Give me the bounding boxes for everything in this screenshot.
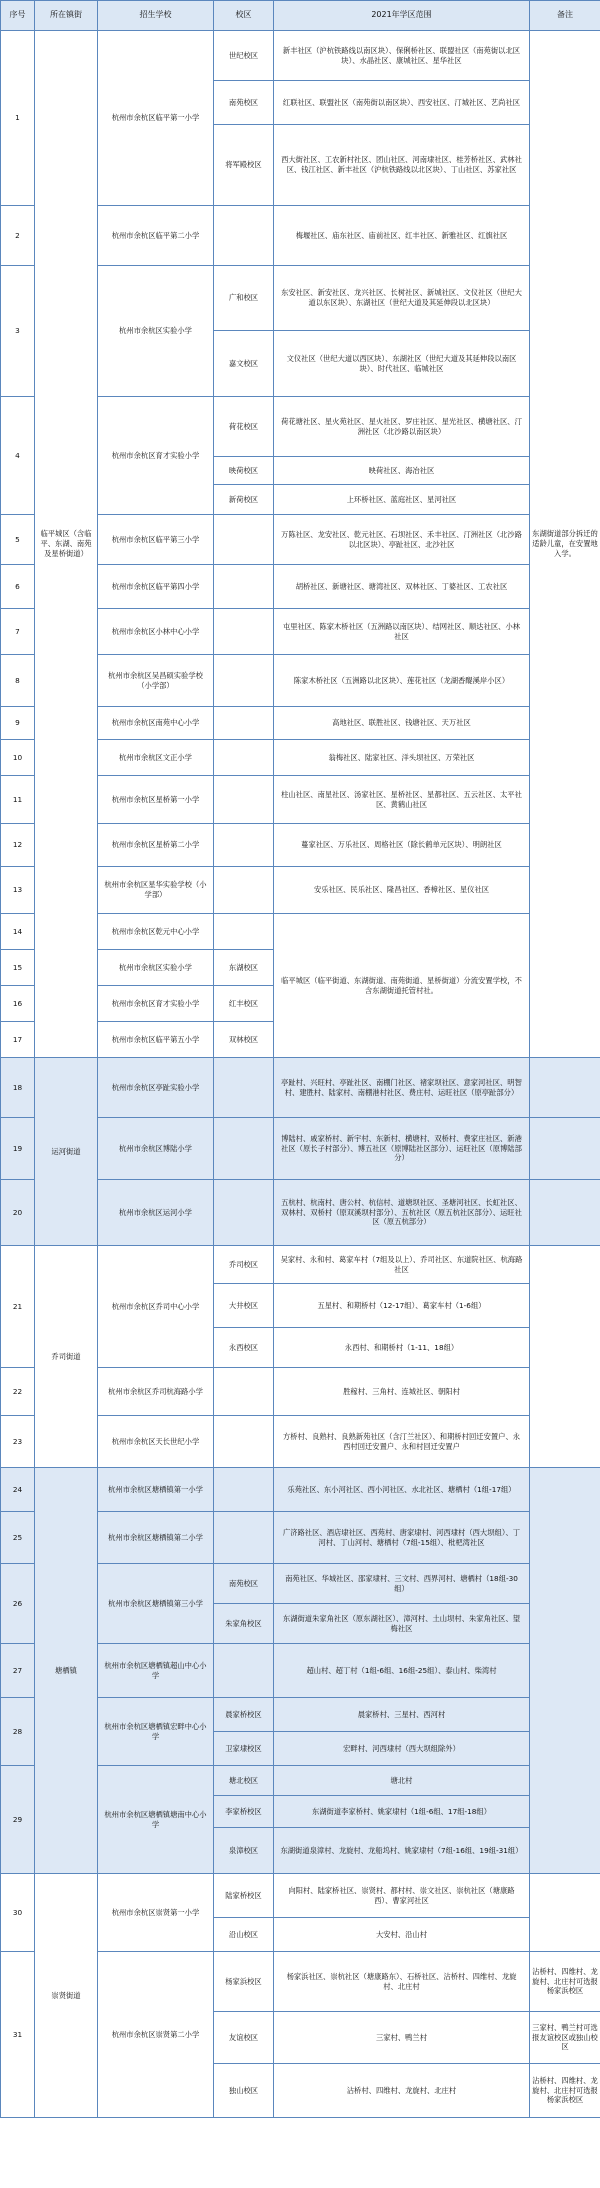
district-range: 万陈社区、龙安社区、乾元社区、石坝社区、禾丰社区、汀洲社区（北沙路以北区块）、亭趾社区、北沙社区 bbox=[274, 515, 530, 565]
school-name: 杭州市余杭区育才实验小学 bbox=[98, 397, 214, 515]
header-campus: 校区 bbox=[214, 1, 274, 31]
campus-name: 朱家角校区 bbox=[214, 1604, 274, 1644]
town-cell: 运河街道 bbox=[35, 1058, 98, 1246]
school-name: 杭州市余杭区临平第一小学 bbox=[98, 31, 214, 206]
row-number: 14 bbox=[1, 914, 35, 950]
district-range: 映荷社区、海冶社区 bbox=[274, 457, 530, 485]
campus-name bbox=[214, 1512, 274, 1564]
campus-name: 红丰校区 bbox=[214, 986, 274, 1022]
district-range: 柱山社区、南星社区、汤家社区、星桥社区、星都社区、五云社区、太平社区、黄鹤山社区 bbox=[274, 776, 530, 824]
campus-name bbox=[214, 707, 274, 740]
campus-name bbox=[214, 1368, 274, 1416]
row-number: 19 bbox=[1, 1118, 35, 1180]
campus-name bbox=[214, 565, 274, 609]
row-number: 18 bbox=[1, 1058, 35, 1118]
row-number: 11 bbox=[1, 776, 35, 824]
row-number: 15 bbox=[1, 950, 35, 986]
school-name: 杭州市余杭区实验小学 bbox=[98, 950, 214, 986]
row-number: 24 bbox=[1, 1468, 35, 1512]
district-range: 新丰社区（沪杭铁路线以南区块）、保俐桥社区、联盟社区（南苑街以北区块）、水晶社区、康城社区、星华社区 bbox=[274, 31, 530, 81]
district-range: 博陆村、戚家桥村、新宇村、东新村、横塘村、双桥村、费家庄社区、新港社区（原长子村部分）、博五社区（原博陆社区部分）、运旺社区（原博陆部分） bbox=[274, 1118, 530, 1180]
note-cell bbox=[530, 1058, 600, 1118]
campus-name: 卫家埭校区 bbox=[214, 1732, 274, 1766]
school-name: 杭州市余杭区博陆小学 bbox=[98, 1118, 214, 1180]
district-range: 西大街社区、工农新村社区、团山社区、河南埭社区、桂芳桥社区、武林社区、钱江社区、新丰社区（沪杭铁路线以北区块）、丁山社区、苏家社区 bbox=[274, 125, 530, 206]
note-cell bbox=[530, 1118, 600, 1180]
header-school: 招生学校 bbox=[98, 1, 214, 31]
row-number: 17 bbox=[1, 1022, 35, 1058]
district-range: 超山村、超丁村（1组-6组、16组-25组）、泰山村、柴湾村 bbox=[274, 1644, 530, 1698]
school-name: 杭州市余杭区临平第五小学 bbox=[98, 1022, 214, 1058]
school-name: 杭州市余杭区亭趾实验小学 bbox=[98, 1058, 214, 1118]
table-row bbox=[1, 1058, 600, 1118]
row-number: 26 bbox=[1, 1564, 35, 1644]
school-name: 杭州市余杭区吴昌硕实验学校（小学部） bbox=[98, 655, 214, 707]
school-name: 杭州市余杭区塘栖镇第一小学 bbox=[98, 1468, 214, 1512]
row-number: 13 bbox=[1, 867, 35, 914]
campus-name: 独山校区 bbox=[214, 2064, 274, 2118]
district-range: 蔓家社区、万乐社区、周格社区（除长鹤单元区块）、明朗社区 bbox=[274, 824, 530, 867]
campus-name: 双林校区 bbox=[214, 1022, 274, 1058]
school-name: 杭州市余杭区塘栖镇塘南中心小学 bbox=[98, 1766, 214, 1874]
town-cell: 乔司街道 bbox=[35, 1246, 98, 1468]
campus-name bbox=[214, 776, 274, 824]
campus-name: 嘉文校区 bbox=[214, 331, 274, 397]
campus-name bbox=[214, 609, 274, 655]
school-name: 杭州市余杭区乔司杭海路小学 bbox=[98, 1368, 214, 1416]
school-name: 杭州市余杭区塘栖镇宏畔中心小学 bbox=[98, 1698, 214, 1766]
school-name: 杭州市余杭区育才实验小学 bbox=[98, 986, 214, 1022]
district-range: 大安村、沿山村 bbox=[274, 1918, 530, 1952]
row-number: 28 bbox=[1, 1698, 35, 1766]
campus-name: 李家桥校区 bbox=[214, 1796, 274, 1828]
note-cell bbox=[530, 1180, 600, 1246]
district-range: 三家村、鸭兰村 bbox=[274, 2012, 530, 2064]
campus-name bbox=[214, 1468, 274, 1512]
district-range: 翁梅社区、陆家社区、洋头坝社区、万荣社区 bbox=[274, 740, 530, 776]
town-cell: 塘栖镇 bbox=[35, 1468, 98, 1874]
row-number: 6 bbox=[1, 565, 35, 609]
campus-name bbox=[214, 867, 274, 914]
district-range: 方桥村、良熟村、良熟新苑社区（含汀兰社区）、和期桥村回迁安置户、永西村回迁安置户、永和村回迁安置户 bbox=[274, 1416, 530, 1468]
row-number: 16 bbox=[1, 986, 35, 1022]
district-range: 红联社区、联盟社区（南苑街以南区块）、西安社区、汀城社区、艺尚社区 bbox=[274, 81, 530, 125]
district-range: 沾桥村、四维村、龙旋村、北庄村 bbox=[274, 2064, 530, 2118]
row-number: 22 bbox=[1, 1368, 35, 1416]
school-name: 杭州市余杭区星桥第一小学 bbox=[98, 776, 214, 824]
campus-name: 荷花校区 bbox=[214, 397, 274, 457]
table-row bbox=[1, 1874, 600, 1918]
row-number: 21 bbox=[1, 1246, 35, 1368]
note-cell: 东湖街道部分拆迁的适龄儿童，在安置地入学。 bbox=[530, 31, 600, 1058]
campus-name bbox=[214, 824, 274, 867]
district-range: 乐苑社区、东小河社区、西小河社区、水北社区、塘栖村（1组-17组） bbox=[274, 1468, 530, 1512]
campus-name: 新荷校区 bbox=[214, 485, 274, 515]
district-range: 东湖街道朱家角社区（原东湖社区）、漳河村、土山坝村、朱家角社区、望梅社区 bbox=[274, 1604, 530, 1644]
header-note: 备注 bbox=[530, 1, 600, 31]
campus-name: 沿山校区 bbox=[214, 1918, 274, 1952]
campus-name: 陆家桥校区 bbox=[214, 1874, 274, 1918]
district-range: 文仪社区（世纪大道以西区块）、东湖社区（世纪大道及其延伸段以南区块）、时代社区、临城社区 bbox=[274, 331, 530, 397]
school-name: 杭州市余杭区塘栖镇超山中心小学 bbox=[98, 1644, 214, 1698]
district-range: 向阳村、陆家桥社区、崇贤村、都村村、崇文社区、崇杭社区（塘康路西）、曹家河社区 bbox=[274, 1874, 530, 1918]
district-range: 荷花塘社区、星火苑社区、星火社区、罗庄社区、星光社区、横塘社区、汀洲社区（北沙路以南区块） bbox=[274, 397, 530, 457]
school-name: 杭州市余杭区临平第二小学 bbox=[98, 206, 214, 266]
campus-name bbox=[214, 1416, 274, 1468]
campus-name: 泉漳校区 bbox=[214, 1828, 274, 1874]
header-no: 序号 bbox=[1, 1, 35, 31]
note-cell: 沾桥村、四维村、龙旋村、北庄村可选报杨家浜校区 bbox=[530, 2064, 600, 2118]
school-name: 杭州市余杭区小林中心小学 bbox=[98, 609, 214, 655]
district-range: 临平城区（临平街道、东湖街道、南苑街道、星桥街道）分流安置学校，不含东湖街道托管村社。 bbox=[274, 914, 530, 1058]
district-range: 胡桥社区、新塘社区、塘湾社区、双林社区、丁婆社区、工农社区 bbox=[274, 565, 530, 609]
district-range: 东湖街道泉漳村、龙旋村、龙船坞村、姚家埭村（7组-16组、19组-31组） bbox=[274, 1828, 530, 1874]
school-name: 杭州市余杭区天长世纪小学 bbox=[98, 1416, 214, 1468]
district-range: 东安社区、新安社区、龙兴社区、长树社区、新城社区、文仪社区（世纪大道以东区块）、东湖社区（世纪大道及其延伸段以北区块） bbox=[274, 266, 530, 331]
district-range: 上环桥社区、蓝庭社区、星河社区 bbox=[274, 485, 530, 515]
district-range: 五星村、和期桥村（12-17组）、葛家车村（1-6组） bbox=[274, 1284, 530, 1328]
row-number: 4 bbox=[1, 397, 35, 515]
campus-name: 大井校区 bbox=[214, 1284, 274, 1328]
campus-name bbox=[214, 1180, 274, 1246]
note-cell bbox=[530, 1246, 600, 1468]
district-range: 广济路社区、酒店埭社区、西苑村、唐家埭村、河西埭村（西大坝组）、丁河村、丁山河村、塘栖村（7组-15组）、枇杷湾社区 bbox=[274, 1512, 530, 1564]
district-range: 高地社区、联胜社区、钱塘社区、天万社区 bbox=[274, 707, 530, 740]
school-name: 杭州市余杭区乔司中心小学 bbox=[98, 1246, 214, 1368]
campus-name: 晨家桥校区 bbox=[214, 1698, 274, 1732]
row-number: 25 bbox=[1, 1512, 35, 1564]
district-range: 安乐社区、民乐社区、隆昌社区、香樟社区、星仪社区 bbox=[274, 867, 530, 914]
campus-name: 南苑校区 bbox=[214, 81, 274, 125]
table-row bbox=[1, 1246, 600, 1284]
campus-name bbox=[214, 740, 274, 776]
campus-name: 塘北校区 bbox=[214, 1766, 274, 1796]
campus-name: 将军殿校区 bbox=[214, 125, 274, 206]
campus-name: 广和校区 bbox=[214, 266, 274, 331]
row-number: 8 bbox=[1, 655, 35, 707]
campus-name bbox=[214, 914, 274, 950]
note-cell bbox=[530, 1874, 600, 1952]
campus-name: 南苑校区 bbox=[214, 1564, 274, 1604]
row-number: 3 bbox=[1, 266, 35, 397]
school-name: 杭州市余杭区星华实验学校（小学部） bbox=[98, 867, 214, 914]
campus-name bbox=[214, 1644, 274, 1698]
table-row bbox=[1, 1468, 600, 1512]
table-row bbox=[1, 31, 600, 81]
row-number: 2 bbox=[1, 206, 35, 266]
school-name: 杭州市余杭区崇贤第二小学 bbox=[98, 1952, 214, 2118]
campus-name: 乔司校区 bbox=[214, 1246, 274, 1284]
school-name: 杭州市余杭区实验小学 bbox=[98, 266, 214, 397]
note-cell: 沾桥村、四维村、龙旋村、北庄村可选报杨家浜校区 bbox=[530, 1952, 600, 2012]
row-number: 23 bbox=[1, 1416, 35, 1468]
campus-name: 世纪校区 bbox=[214, 31, 274, 81]
district-range: 南苑社区、华城社区、邵家埭村、三文村、西界河村、塘栖村（18组-30组） bbox=[274, 1564, 530, 1604]
district-range: 屯里社区、陈家木桥社区（五洲路以南区块）、结网社区、顺达社区、小林社区 bbox=[274, 609, 530, 655]
campus-name: 永西校区 bbox=[214, 1328, 274, 1368]
row-number: 7 bbox=[1, 609, 35, 655]
school-name: 杭州市余杭区崇贤第一小学 bbox=[98, 1874, 214, 1952]
district-range: 塘北村 bbox=[274, 1766, 530, 1796]
district-range: 五杭村、杭南村、唐公村、杭信村、道塘坝社区、圣塘河社区、长虹社区、双林村、双桥村（原双溪坝村部分）、五杭社区（原五杭社区部分）、运旺社区（原五杭部分） bbox=[274, 1180, 530, 1246]
row-number: 31 bbox=[1, 1952, 35, 2118]
district-range: 永西村、和期桥村（1-11、18组） bbox=[274, 1328, 530, 1368]
town-cell: 临平城区（含临平、东湖、南苑及星桥街道） bbox=[35, 31, 98, 1058]
district-range: 晨家桥村、三星村、西河村 bbox=[274, 1698, 530, 1732]
campus-name bbox=[214, 1058, 274, 1118]
school-name: 杭州市余杭区塘栖镇第二小学 bbox=[98, 1512, 214, 1564]
campus-name bbox=[214, 655, 274, 707]
district-range: 陈家木桥社区（五洲路以北区块）、莲花社区（龙湖香醍溪岸小区） bbox=[274, 655, 530, 707]
row-number: 12 bbox=[1, 824, 35, 867]
school-name: 杭州市余杭区塘栖镇第三小学 bbox=[98, 1564, 214, 1644]
school-name: 杭州市余杭区星桥第二小学 bbox=[98, 824, 214, 867]
campus-name: 东湖校区 bbox=[214, 950, 274, 986]
row-number: 29 bbox=[1, 1766, 35, 1874]
note-cell: 三家村、鸭兰村可选报友谊校区或独山校区 bbox=[530, 2012, 600, 2064]
row-number: 9 bbox=[1, 707, 35, 740]
district-range: 胜稼村、三角村、连城社区、朝阳村 bbox=[274, 1368, 530, 1416]
campus-name bbox=[214, 206, 274, 266]
district-range: 吴家村、永和村、葛家车村（7组及以上）、乔司社区、东道院社区、杭海路社区 bbox=[274, 1246, 530, 1284]
campus-name bbox=[214, 1118, 274, 1180]
row-number: 20 bbox=[1, 1180, 35, 1246]
note-cell bbox=[530, 1468, 600, 1874]
header-range: 2021年学区范围 bbox=[274, 1, 530, 31]
campus-name: 映荷校区 bbox=[214, 457, 274, 485]
school-name: 杭州市余杭区南苑中心小学 bbox=[98, 707, 214, 740]
town-cell: 崇贤街道 bbox=[35, 1874, 98, 2118]
row-number: 10 bbox=[1, 740, 35, 776]
district-range: 杨家浜社区、崇杭社区（塘康路东）、石桥社区、沾桥村、四维村、龙旋村、北庄村 bbox=[274, 1952, 530, 2012]
row-number: 1 bbox=[1, 31, 35, 206]
school-name: 杭州市余杭区文正小学 bbox=[98, 740, 214, 776]
row-number: 27 bbox=[1, 1644, 35, 1698]
campus-name: 友谊校区 bbox=[214, 2012, 274, 2064]
row-number: 5 bbox=[1, 515, 35, 565]
district-range: 东湖街道李家桥村、姚家埭村（1组-6组、17组-18组） bbox=[274, 1796, 530, 1828]
school-name: 杭州市余杭区运河小学 bbox=[98, 1180, 214, 1246]
campus-name bbox=[214, 515, 274, 565]
campus-name: 杨家浜校区 bbox=[214, 1952, 274, 2012]
district-range: 亭趾村、兴旺村、亭趾社区、南棚门社区、褚家坝社区、意家河社区、明智村、建胜村、陆家村、南棚港村社区、费庄村、运旺社区（原亭趾部分） bbox=[274, 1058, 530, 1118]
header-row bbox=[1, 1, 600, 31]
school-name: 杭州市余杭区临平第三小学 bbox=[98, 515, 214, 565]
school-name: 杭州市余杭区乾元中心小学 bbox=[98, 914, 214, 950]
header-town: 所在镇街 bbox=[35, 1, 98, 31]
district-range: 梅堰社区、庙东社区、庙前社区、红丰社区、新雅社区、红旗社区 bbox=[274, 206, 530, 266]
district-range: 宏畔村、河西埭村（西大坝组除外） bbox=[274, 1732, 530, 1766]
row-number: 30 bbox=[1, 1874, 35, 1952]
school-name: 杭州市余杭区临平第四小学 bbox=[98, 565, 214, 609]
